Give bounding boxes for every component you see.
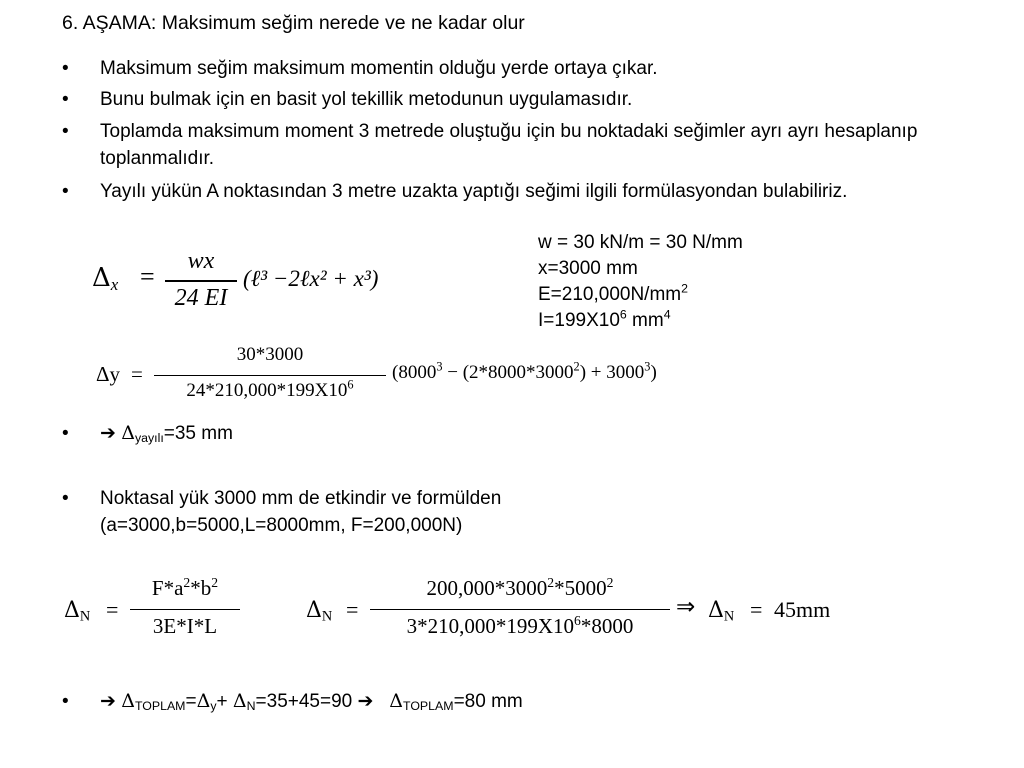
bullet-marker: • (62, 89, 69, 110)
arrow-icon: ➔ (357, 690, 374, 712)
given-I: $I=199X10^6$ $mm^4$ (538, 307, 671, 331)
bullet-marker: • (62, 121, 69, 142)
given-w: w = 30 kN/m = 30 N/mm (538, 232, 743, 253)
bullet-marker: • (62, 488, 69, 509)
arrow-icon: ➔ (100, 422, 116, 444)
bullet-marker: • (62, 691, 69, 712)
given-x: x=3000 mm (538, 258, 638, 279)
arrow-icon: ➔ (100, 690, 116, 712)
given-E: $E=210,000N/mm^2$ (538, 281, 688, 305)
point-load-line-1: Noktasal yük 3000 mm de etkindir ve formülden (100, 488, 502, 509)
point-load-line-2: (a=3000,b=5000,L=8000mm, F=200,000N) (100, 515, 463, 536)
page-title: 6. AŞAMA: Maksimum seğim nerede ve ne kadar olur (62, 12, 525, 34)
result-total: ➔ $\Delta_{TOPLAM}=\Delta_y+ \Delta_N=35+45=90$ ➔ $\Delta_{TOPLAM}=80$ mm (100, 690, 523, 714)
bullet-marker: • (62, 181, 69, 202)
result-distributed: ➔ $\Delta_{yayılı}=35$ mm (100, 422, 233, 446)
bullet-text-3: Toplamda maksimum moment 3 metrede oluştuğu için bu noktadaki seğimler ayrı ayrı hesaplanıp toplanmalıdır. (100, 121, 918, 169)
bullet-marker: • (62, 58, 69, 79)
bullet-text-4: Yayılı yükün A noktasından 3 metre uzakta yaptığı seğimi ilgili formülasyondan bulabiliriz. (100, 181, 848, 202)
bullet-text-1: Maksimum seğim maksimum momentin olduğu yerde ortaya çıkar. (100, 58, 658, 79)
bullet-text-2: Bunu bulmak için en basit yol tekillik metodunun uygulamasıdır. (100, 89, 633, 110)
bullet-marker: • (62, 423, 69, 444)
